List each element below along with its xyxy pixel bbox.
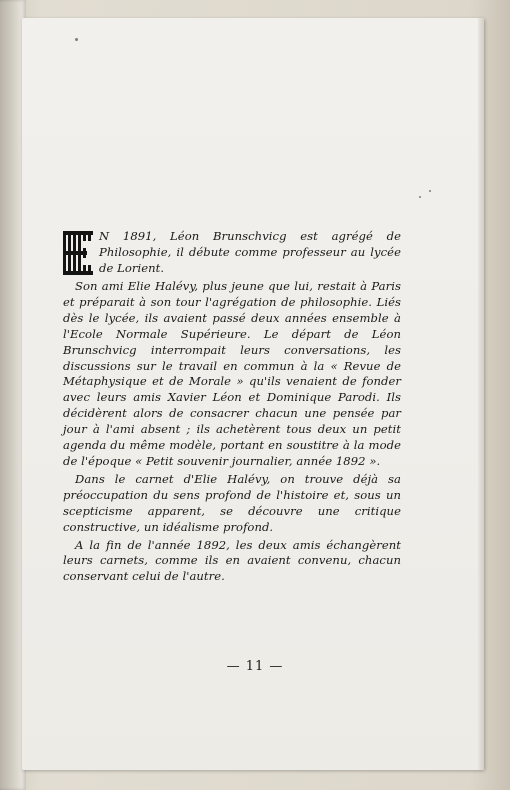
drop-cap-letter-e — [63, 231, 93, 275]
paper-speck — [429, 190, 431, 192]
drop-cap — [63, 231, 93, 275]
paper-speck — [419, 196, 421, 198]
opening-text: N 1891, Léon Brunschvicg est agrégé de Philosophie, il débute comme professeur au lycée de Lorient. — [99, 229, 401, 275]
paragraph: Son ami Elie Halévy, plus jeune que lui, restait à Paris et préparait à son tour l'agrégation de philosophie. Liés dès le lycée, ils avaient passé deux années ensemble à l'Ecole Normale Supérieure. Le départ de Léon Brunschvicg interrompait leurs conversations, les discussions sur le travail en commun à la « Revue de Métaphysique et de Morale » qu'ils venaient de fonder avec leurs amis Xavier Léon et Dominique Parodi. Ils décidèrent alors de consacrer chacun une pensée par jour à l'ami absent ; ils achetèrent tous deux un petit agenda du même modèle, portant en soustitre à la mode de l'époque « Petit souvenir journalier, année 1892 ». — [63, 279, 401, 468]
paper-speck — [75, 38, 78, 41]
paragraph: A la fin de l'année 1892, les deux amis échangèrent leurs carnets, comme ils en avaient convenu, chacun conservant celui de l'autre. — [63, 537, 401, 584]
opening-paragraph — [63, 229, 401, 277]
page-edge — [478, 18, 484, 770]
page-number: — 11 — — [226, 659, 284, 674]
body-text — [63, 229, 401, 587]
paragraph: Dans le carnet d'Elie Halévy, on trouve déjà sa préoccupation du sens profond de l'histoire et, sous un scepticisme apparent, se découvre une critique constructive, un idéalisme profond. — [63, 471, 401, 534]
